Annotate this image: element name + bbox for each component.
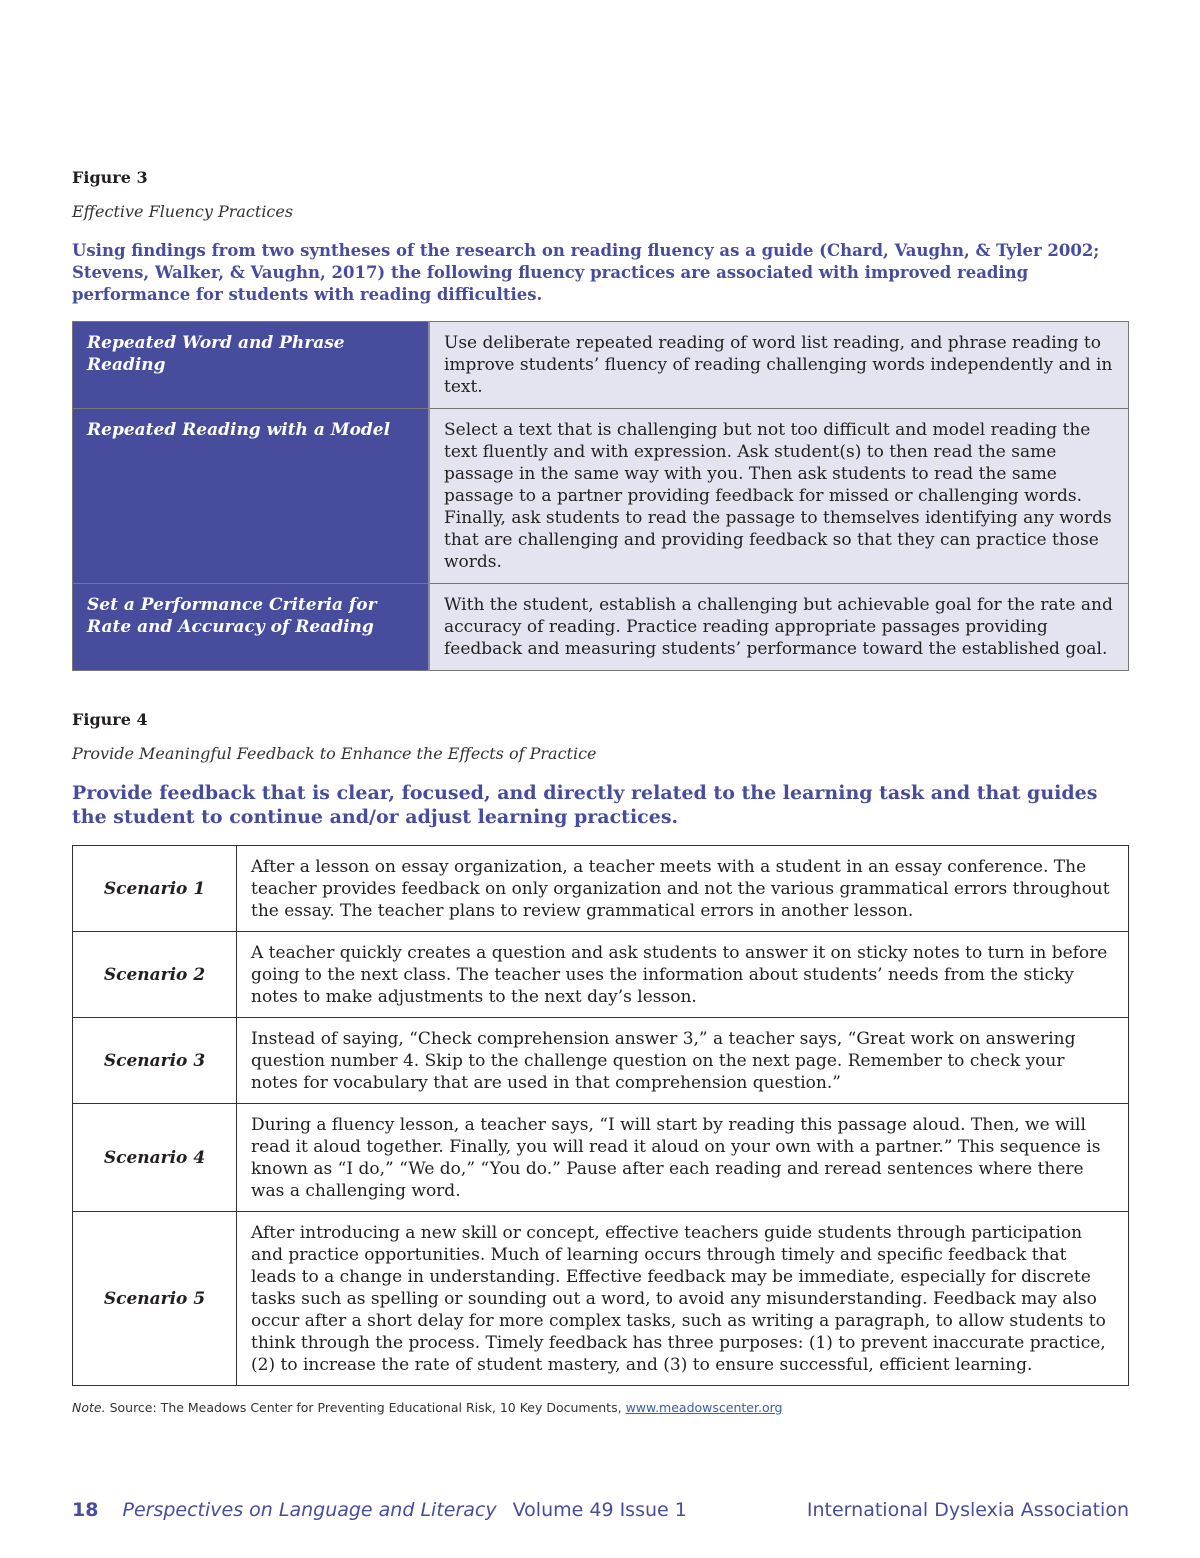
note-text: Source: The Meadows Center for Preventing Educational Risk, 10 Key Documents, [109,1400,622,1415]
practice-description: With the student, establish a challenging but achievable goal for the rate and accuracy of reading. Practice reading appropriate passages providing feedback and measuring students’ performance toward the established goal. [429,584,1129,671]
meadows-center-link[interactable]: www.meadowscenter.org [625,1400,783,1415]
scenario-label: Scenario 3 [73,1018,237,1104]
table-row [73,1104,1129,1212]
table-row [73,322,1129,409]
page-footer [72,1499,1129,1527]
figure-3-subtitle: Effective Fluency Practices [72,202,294,221]
scenario-label: Scenario 5 [73,1212,237,1386]
practice-name: Set a Performance Criteria for Rate and Accuracy of Reading [73,584,430,671]
scenario-text: After a lesson on essay organization, a teacher meets with a student in an essay conference. The teacher provides feedback on only organization and not the various grammatical errors throughout the essay. The teacher plans to review grammatical errors in another lesson. [237,846,1129,932]
figure-3 [72,168,1129,671]
figure-3-label: Figure 3 [72,168,148,187]
figure-4-lead: Provide feedback that is clear, focused, and directly related to the learning task and that guides the student to continue and/or adjust learning practices. [72,782,1098,828]
scenario-text: A teacher quickly creates a question and ask students to answer it on sticky notes to turn in before going to the next class. The teacher uses the information about students’ needs from the sticky notes to make adjustments to the next day’s lesson. [237,932,1129,1018]
scenario-text: Instead of saying, “Check comprehension answer 3,” a teacher says, “Great work on answering question number 4. Skip to the challenge question on the next page. Remember to check your notes for vocabulary that are used in that comprehension question.” [237,1018,1129,1104]
figure-4-subtitle: Provide Meaningful Feedback to Enhance the Effects of Practice [72,744,597,763]
fluency-practices-table [72,321,1129,671]
table-row [73,409,1129,584]
practice-description: Use deliberate repeated reading of word list reading, and phrase reading to improve students’ fluency of reading challenging words independently and in text. [429,322,1129,409]
scenario-label: Scenario 2 [73,932,237,1018]
scenario-label: Scenario 4 [73,1104,237,1212]
page-number: 18 [72,1499,99,1521]
journal-volume: Volume 49 Issue 1 [512,1499,687,1521]
source-note [72,1400,1129,1415]
figure-4-label: Figure 4 [72,710,148,729]
table-row [73,584,1129,671]
note-label: Note. [72,1400,106,1415]
scenario-text: After introducing a new skill or concept, effective teachers guide students through participation and practice opportunities. Much of learning occurs through timely and specific feedback that leads to a change in understanding. Effective feedback may be immediate, especially for discrete tasks such as spelling or sounding out a word, to avoid any misunderstanding. Feedback may also occur after a short delay for more complex tasks, such as writing a paragraph, to allow students to think through the process. Timely feedback has three purposes: (1) to prevent inaccurate practice, (2) to increase the rate of student mastery, and (3) to ensure successful, efficient learning. [237,1212,1129,1386]
scenario-text: During a fluency lesson, a teacher says, “I will start by reading this passage aloud. Then, we will read it aloud together. Finally, you will read it aloud on your own with a partner.” This sequence is known as “I do,” “We do,” “You do.” Pause after each reading and reread sentences where there was a challenging word. [237,1104,1129,1212]
figure-3-lead: Using findings from two syntheses of the research on reading fluency as a guide (Chard, Vaughn, & Tyler 2002; Stevens, Walker, & Vaughn, 2017) the following fluency practices are associated with improved reading performance for students with reading difficulties. [72,241,1100,304]
practice-name: Repeated Reading with a Model [73,409,430,584]
table-row [73,1018,1129,1104]
table-row [73,846,1129,932]
figure-4 [72,710,1129,1415]
practice-name: Repeated Word and Phrase Reading [73,322,430,409]
table-row [73,932,1129,1018]
journal-title: Perspectives on Language and Literacy [122,1499,497,1521]
practice-description: Select a text that is challenging but not too difficult and model reading the text fluently and with expression. Ask student(s) to then read the same passage in the same way with you. Then ask students to read the same passage to a partner providing feedback for missed or challenging words. Finally, ask students to read the passage to themselves identifying any words that are challenging and providing feedback so that they can practice those words. [429,409,1129,584]
feedback-scenarios-table [72,845,1129,1386]
table-row [73,1212,1129,1386]
scenario-label: Scenario 1 [73,846,237,932]
organization-name: International Dyslexia Association [806,1499,1129,1521]
